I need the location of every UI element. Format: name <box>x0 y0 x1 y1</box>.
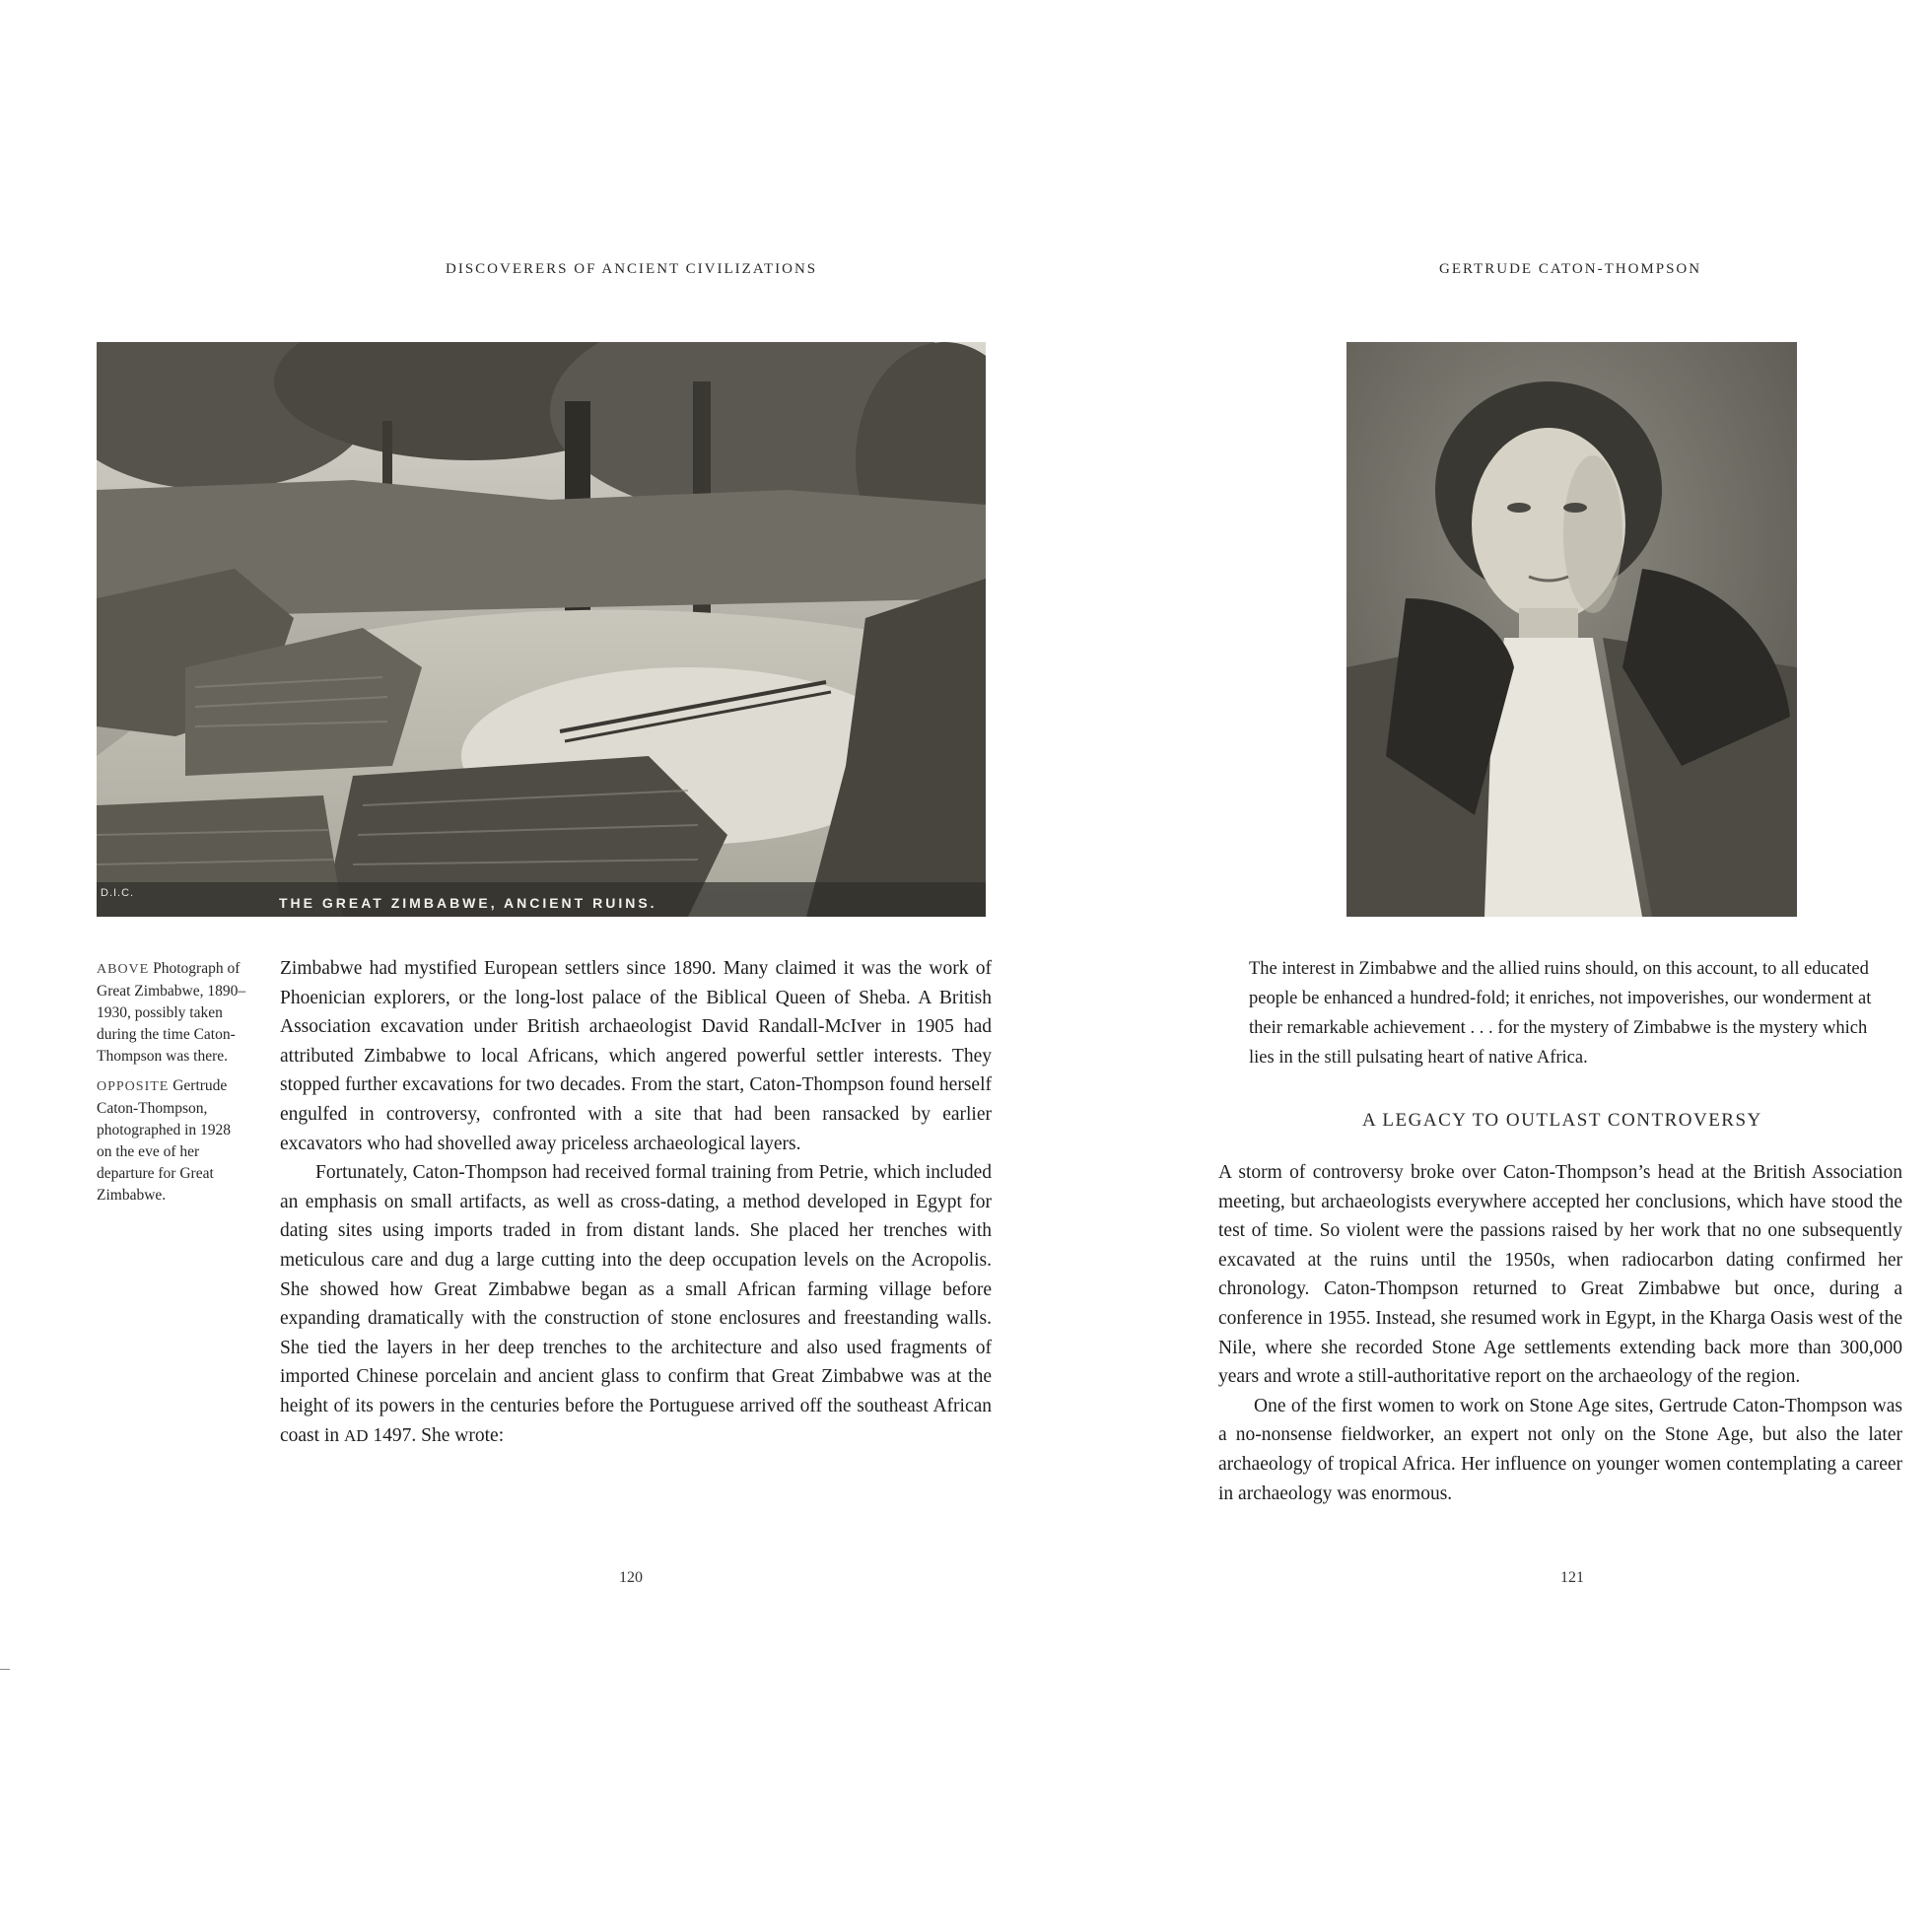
running-head: DISCOVERERS OF ANCIENT CIVILIZATIONS <box>446 261 818 277</box>
page-number: 120 <box>619 1569 643 1586</box>
section-heading: A LEGACY TO OUTLAST CONTROVERSY <box>1362 1110 1762 1131</box>
caption-above-text: Photograph of Great Zimbabwe, 1890–1930, possibly taken during the time Caton-Thompson was there. <box>97 960 246 1065</box>
portrait-photo-image <box>1346 342 1797 917</box>
right-page <box>966 0 1932 1932</box>
body-paragraph <box>280 1158 992 1450</box>
body-paragraph: Zimbabwe had mystified European settlers since 1890. Many claimed it was the work of Phoenician explorers, or the long-lost palace of the Biblical Queen of Sheba. A British Association excavation under British archaeologist David Randall-McIver in 1905 had attributed Zimbabwe to local Africans, which angered powerful settler interests. They stopped further excavations for two decades. From the start, Caton-Thompson found herself engulfed in controversy, confronted with a site that had been ransacked by earlier excavators who had shovelled away priceless archaeological layers. <box>280 958 992 1154</box>
great-zimbabwe-ruins-photo <box>97 342 986 917</box>
page-number: 121 <box>1560 1569 1584 1586</box>
caption-tag-opposite: OPPOSITE <box>97 1079 170 1094</box>
body-paragraph: A storm of controversy broke over Caton-Thompson’s head at the British Association meeting, but archaeologists everywhere accepted her conclusions, which have stood the test of time. So violent were the passions raised by her work that no one subsequently excavated at the ruins until the 1950s, when radiocarbon dating confirmed her chronology. Caton-Thompson returned to Great Zimbabwe but once, during a conference in 1955. Instead, she resumed work in Egypt, in the Kharga Oasis west of the Nile, where she recorded Stone Age settlements extending back more than 300,000 years and wrote a still-authoritative report on the archaeology of the region. <box>1218 1162 1902 1388</box>
era-abbreviation: AD <box>343 1425 369 1445</box>
caption-opposite <box>97 1075 249 1207</box>
right-body-text <box>1218 1158 1902 1508</box>
photo-inscription: THE GREAT ZIMBABWE, ANCIENT RUINS. <box>279 895 657 911</box>
body-paragraph: One of the first women to work on Stone Age sites, Gertrude Caton-Thompson was a no-nonsense fieldworker, an expert not only on the Stone Age, but also the later archaeology of tropical Africa. Her influence on younger women contemplating a career in archaeology was enormous. <box>1218 1395 1902 1504</box>
edge-mark <box>0 1669 10 1670</box>
body-paragraph-end: 1497. She wrote: <box>368 1424 505 1446</box>
caption-opposite-text: Gertrude Caton-Thompson, photographed in 1928 on the eve of her departure for Great Zimbabwe. <box>97 1077 232 1204</box>
caption-above <box>97 958 249 1068</box>
body-paragraph-text: Fortunately, Caton-Thompson had received formal training from Petrie, which included an emphasis on small artifacts, as well as cross-dating, a method developed in Egypt for dating sites using imports traded in from distant lands. She placed her trenches with meticulous care and dug a large cutting into the deep occupation levels on the Acropolis. She showed how Great Zimbabwe began as a small African farming village before expanding dramatically with the construction of stone enclosures and freestanding walls. She tied the layers in her deep trenches to the architecture and also used fragments of imported Chinese porcelain and ancient glass to confirm that Great Zimbabwe was at the height of its powers in the centuries before the Portuguese arrived off the southeast African coast in <box>280 1162 992 1446</box>
caption-tag-above: ABOVE <box>97 962 150 977</box>
photo-caption <box>97 958 249 1214</box>
photo-corner-mark: D.I.C. <box>101 887 135 899</box>
caton-thompson-portrait-photo <box>1346 342 1797 917</box>
left-body-text <box>280 954 992 1450</box>
ruins-photo-image <box>97 342 986 917</box>
running-head: GERTRUDE CATON-THOMPSON <box>1439 261 1702 277</box>
block-quote: The interest in Zimbabwe and the allied ruins should, on this account, to all educated people be enhanced a hundred-fold; it enriches, not impoverishes, our wonderment at their remarkable achievement . . . for the mystery of Zimbabwe is the mystery which lies in the still pulsating heart of native Africa. <box>1249 959 1872 1068</box>
